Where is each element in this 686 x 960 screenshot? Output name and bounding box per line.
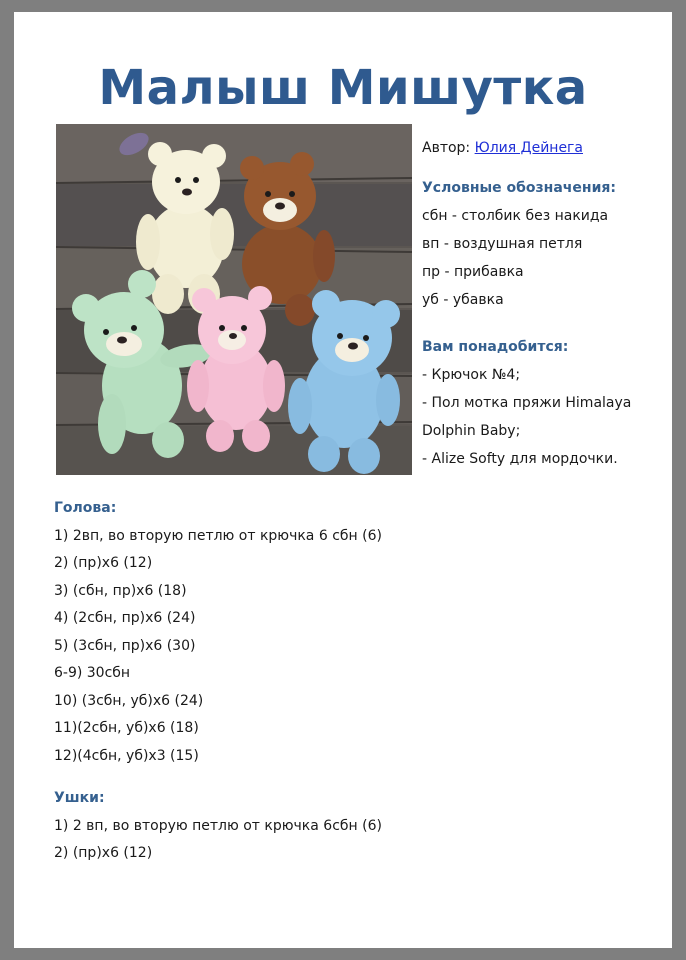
pattern-body (54, 495, 654, 868)
materials-item: Dolphin Baby; (422, 423, 521, 439)
pattern-row: 10) (3сбн, уб)х6 (24) (54, 692, 204, 709)
legend-item: пр - прибавка (422, 264, 524, 280)
pattern-row: 1) 2вп, во вторую петлю от крючка 6 сбн (6) (54, 527, 382, 544)
ears-heading: Ушки: (54, 790, 105, 806)
side-info (422, 134, 662, 473)
materials-item: - Alize Softy для мордочки. (422, 451, 618, 467)
materials-item: - Пол мотка пряжи Himalaya (422, 395, 632, 411)
legend-item: сбн - столбик без накида (422, 208, 609, 224)
author-label: Автор: (422, 140, 471, 156)
bears-photo (56, 124, 412, 475)
pattern-row: 12)(4сбн, уб)х3 (15) (54, 747, 199, 764)
pattern-row: 2) (пр)х6 (12) (54, 555, 153, 571)
photo-image (56, 124, 412, 475)
author-line (422, 134, 662, 162)
document-page (14, 12, 672, 948)
pattern-row: 5) (3сбн, пр)х6 (30) (54, 637, 196, 654)
pattern-row: 1) 2 вп, во вторую петлю от крючка 6сбн (6) (54, 817, 382, 834)
pattern-row: 4) (2сбн, пр)х6 (24) (54, 610, 196, 626)
head-heading: Голова: (54, 500, 117, 516)
legend-item: уб - убавка (422, 292, 504, 308)
legend-item: вп - воздушная петля (422, 236, 583, 252)
materials-item: - Крючок №4; (422, 367, 521, 383)
page-title: Малыш Мишутка (98, 60, 588, 116)
author-link[interactable]: Юлия Дейнега (474, 140, 583, 156)
legend-heading: Условные обозначения: (422, 180, 616, 196)
pattern-row: 11)(2сбн, уб)х6 (18) (54, 720, 199, 736)
pattern-row: 2) (пр)х6 (12) (54, 845, 153, 861)
pattern-row: 3) (сбн, пр)х6 (18) (54, 582, 187, 599)
pattern-row: 6-9) 30сбн (54, 665, 131, 681)
materials-heading: Вам понадобится: (422, 339, 569, 355)
